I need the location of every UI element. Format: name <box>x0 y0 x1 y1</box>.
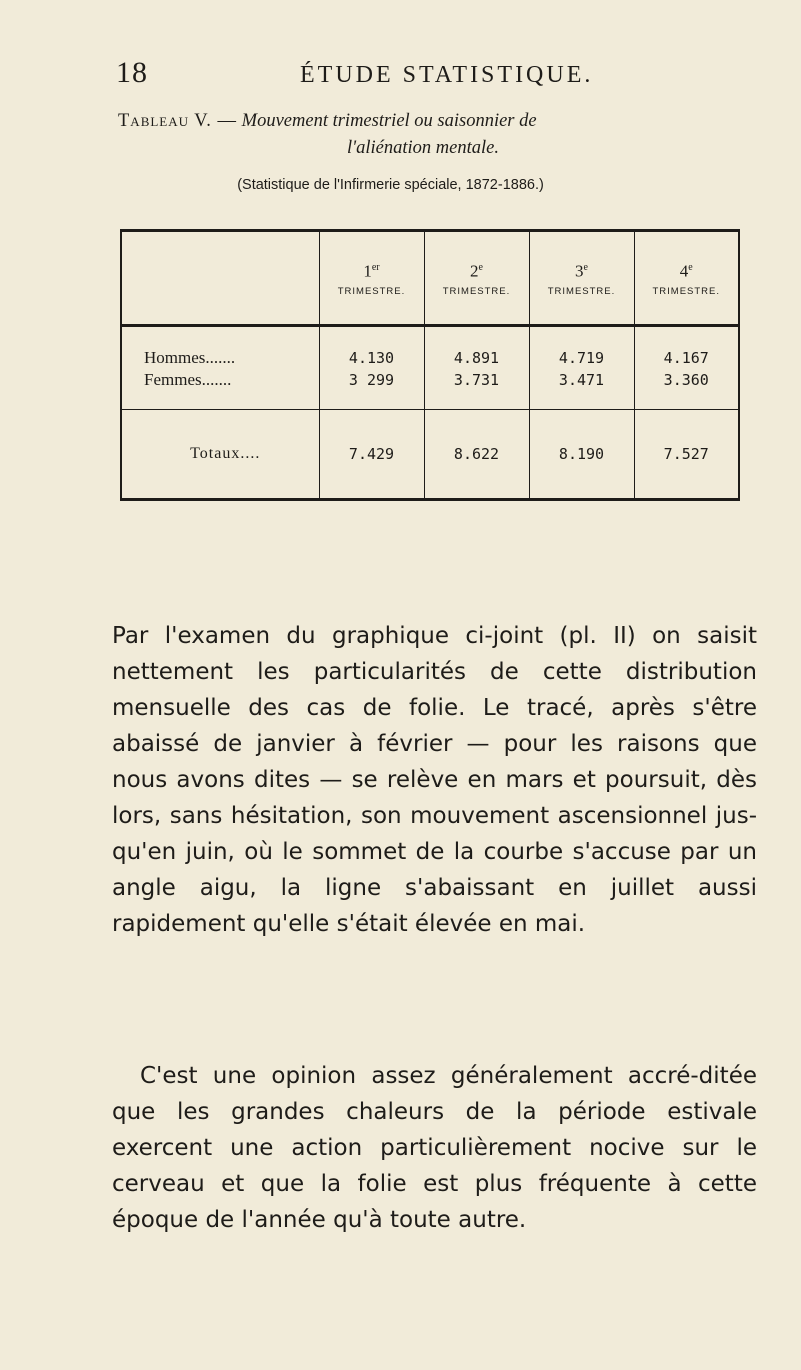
table-cell: 4.130 <box>319 326 424 370</box>
page-header <box>0 56 801 96</box>
row-label: Femmes....... <box>144 370 232 389</box>
column-header-q2: 2e TRIMESTRE. <box>424 231 529 326</box>
table-cell: 3.731 <box>424 369 529 410</box>
table-cell: 3.471 <box>529 369 634 410</box>
table-source: (Statistique de l'Infirmerie spéciale, 1872-1886.) <box>237 177 544 193</box>
table-cell: 8.622 <box>424 410 529 500</box>
running-title: ÉTUDE STATISTIQUE. <box>300 62 594 88</box>
page-number: 18 <box>116 56 148 89</box>
column-header-q1: 1er TRIMESTRE. <box>319 231 424 326</box>
column-header-q3: 3e TRIMESTRE. <box>529 231 634 326</box>
header-corner-cell <box>121 231 319 326</box>
table-caption <box>118 108 758 162</box>
table-row-femmes <box>121 369 739 410</box>
table-cell: 7.429 <box>319 410 424 500</box>
table-cell: 8.190 <box>529 410 634 500</box>
table-header-row <box>121 231 739 326</box>
table-cell: 3 299 <box>319 369 424 410</box>
column-header-q4: 4e TRIMESTRE. <box>634 231 739 326</box>
table-row-totaux <box>121 410 739 500</box>
table-cell: 7.527 <box>634 410 739 500</box>
body-paragraph-2: C'est une opinion assez généralement accré-ditée que les grandes chaleurs de la période estivale exercent une action particulièrement nocive sur le cerveau et que la folie est plus fréquente à cette époque de l'année qu'à toute autre. <box>112 1063 757 1233</box>
row-label: Totaux.... <box>121 410 319 500</box>
table-title-line1: Mouvement trimestriel ou saisonnier de <box>241 111 537 131</box>
table-cell: 3.360 <box>634 369 739 410</box>
statistics-table <box>120 229 740 501</box>
table-cell: 4.719 <box>529 326 634 370</box>
table-label: Tableau V. — <box>118 111 238 131</box>
table-cell: 4.167 <box>634 326 739 370</box>
row-label: Hommes....... <box>144 348 236 367</box>
body-paragraph-1: Par l'examen du graphique ci-joint (pl. II) on saisit nettement les particularités de cette distribution mensuelle des cas de folie. Le tracé, après s'être abaissé de janvier à février — pour les raisons que nous avons dites — se relève en mars et poursuit, dès lors, sans hésitation, son mouvement ascensionnel jus-qu'en juin, où le sommet de la courbe s'accuse par un angle aigu, la ligne s'abaissant en juillet aussi rapidement qu'elle s'était élevée en mai. <box>112 623 757 937</box>
table-title-line2: l'aliénation mentale. <box>347 138 499 158</box>
table-row-hommes <box>121 326 739 370</box>
table-cell: 4.891 <box>424 326 529 370</box>
